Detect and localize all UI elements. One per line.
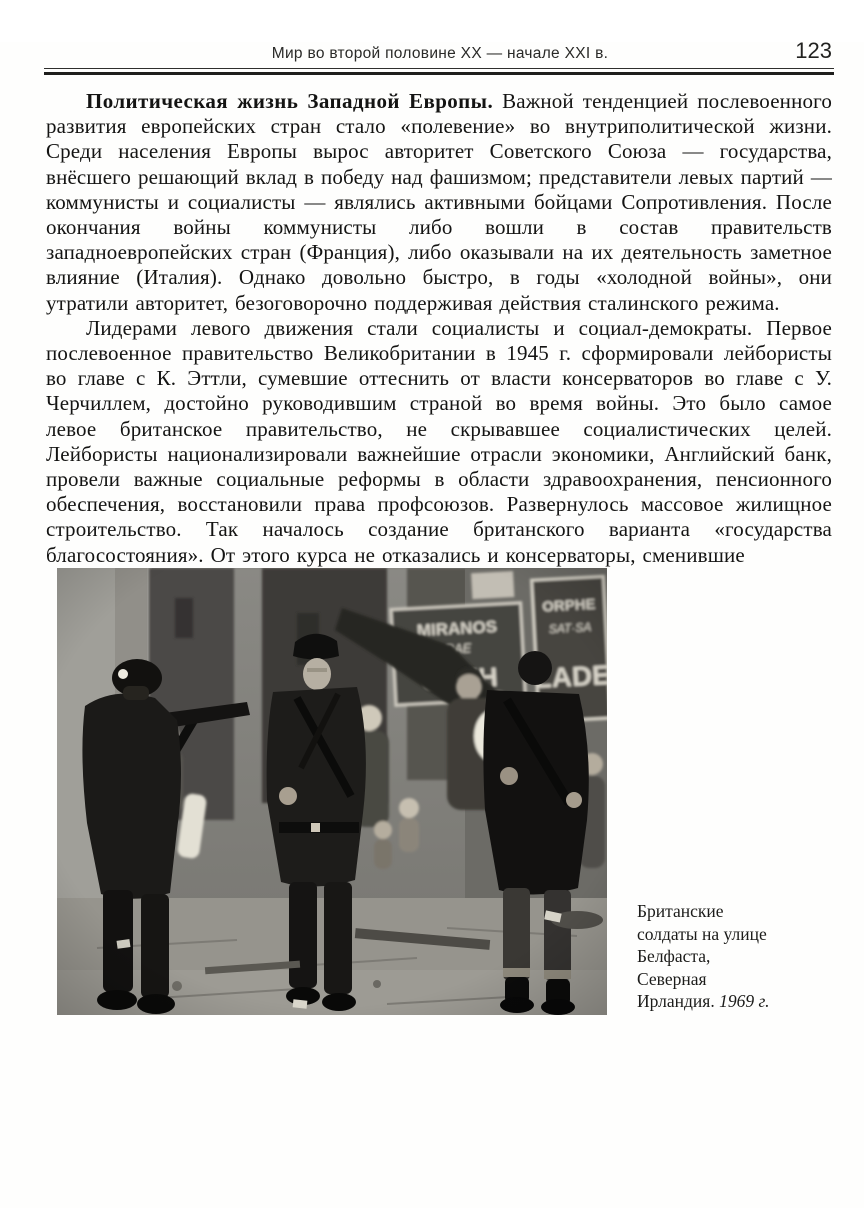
page-header [46, 38, 834, 66]
caption-line: Северная [637, 968, 707, 989]
photo-illustration [57, 568, 607, 1015]
textbook-page [0, 38, 864, 1208]
caption-line: солдаты на улице [637, 923, 767, 944]
paragraph-text: Лидерами левого движения стали социалисты и социал-демократы. Первое послевоенное правительство Великобритании в 1945 г. сформировали лейбористы во главе с К. Эттли, сумевшие оттеснить от власти консерваторов во главе с У. Черчиллем, достойно руководившим страной во время войны. Это было самое левое британское правительство, не скрывавшее социалистических целей. Лейбористы национализировали важнейшие отрасли экономики, Английский банк, провели важные социальные реформы в области здравоохранения, пенсионного обеспечения, восстановили права профсоюзов. Развернулось массовое жилищное строительство. Так началось создание британского варианта «государства благосостояния». От этого курса не отказались и консерваторы, сменившие [46, 315, 832, 567]
figure-belfast [57, 568, 834, 1015]
caption-line: Британские [637, 901, 724, 922]
photo-caption [637, 900, 822, 1013]
page-number: 123 [795, 38, 832, 63]
page-body [46, 89, 832, 568]
photo-vignette [57, 568, 607, 1015]
caption-line [637, 990, 822, 1013]
paragraph-political-life [46, 89, 832, 316]
header-rule-thin [44, 68, 834, 69]
photo-british-soldiers-belfast [57, 568, 607, 1015]
header-rule-thick [44, 72, 834, 75]
paragraph-text: Важной тенденцией послевоенного развития европейских стран стало «полевение» во внутриполитической жизни. Среди населения Европы вырос авторитет Советского Союза — государства, внёсшего решающий вклад в победу над фашизмом; представители левых партий — коммунисты и социалисты — являлись активными бойцами Сопротивления. После окончания войны коммунисты либо вошли в состав правительств западноевропейских стран (Франция), либо оказывали на их деятельность заметное влияние (Италия). Однако довольно быстро, в годы «холодной войны», они утратили авторитет, безоговорочно поддерживая действия сталинского режима. [46, 89, 833, 315]
caption-year: 1969 г. [719, 991, 770, 1012]
paragraph-lead-bold: Политическая жизнь Западной Европы. [86, 89, 494, 113]
paragraph-left-movement [46, 316, 832, 568]
caption-place: Ирландия. [637, 991, 715, 1012]
caption-line: Белфаста, [637, 946, 711, 967]
running-head: Мир во второй половине XX — начале XXI в. [271, 45, 609, 62]
